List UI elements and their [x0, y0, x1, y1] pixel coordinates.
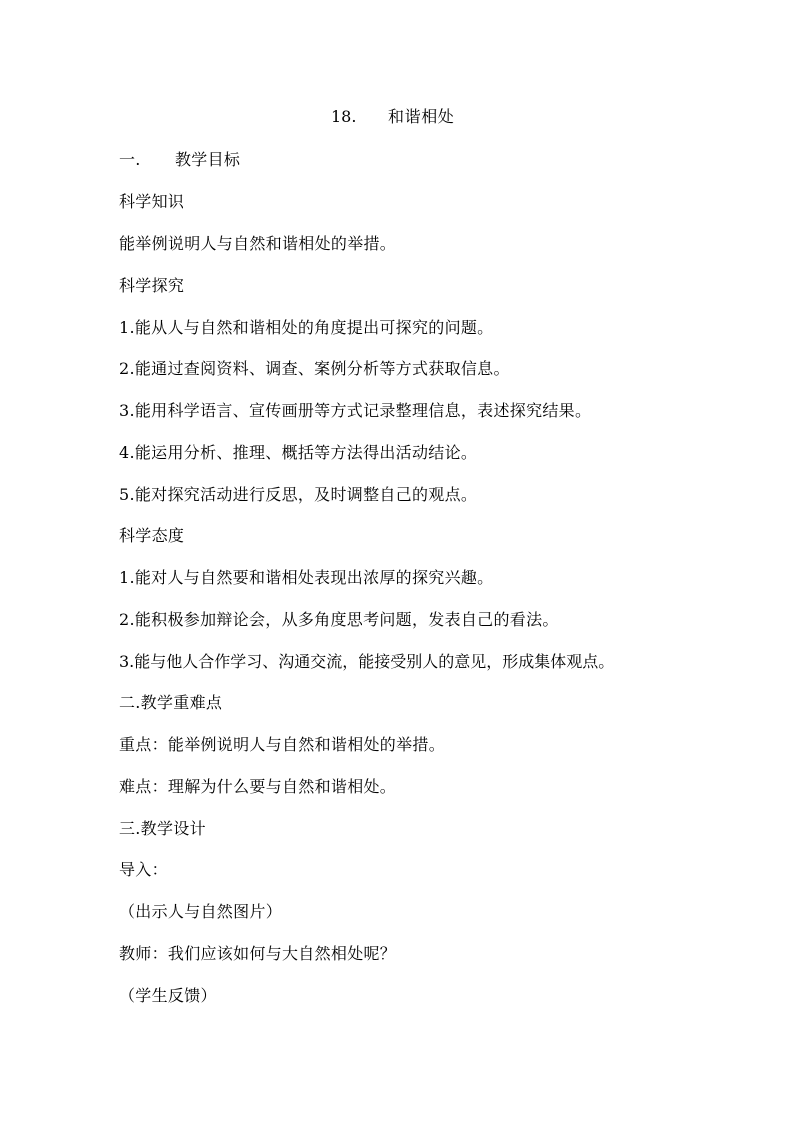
subheading-inquiry: 科学探究 [119, 276, 185, 295]
design-line-3: （学生反馈） [119, 986, 217, 1005]
inquiry-item-5: 5.能对探究活动进行反思，及时调整自己的观点。 [119, 485, 478, 504]
difficulty-point: 难点：理解为什么要与自然和谐相处。 [119, 777, 397, 796]
attitude-item-3: 3.能与他人合作学习、沟通交流，能接受别人的意见，形成集体观点。 [119, 652, 615, 671]
attitude-item-2: 2.能积极参加辩论会，从多角度思考问题，发表自己的看法。 [119, 610, 559, 629]
inquiry-item-1: 1.能从人与自然和谐相处的角度提出可探究的问题。 [119, 318, 494, 337]
section-heading-design: 三.教学设计 [119, 819, 206, 838]
lesson-title-text: 和谐相处 [388, 107, 455, 126]
lesson-number: 18. [331, 107, 357, 126]
section-heading-text: 教学目标 [175, 150, 241, 169]
inquiry-item-3: 3.能用科学语言、宣传画册等方式记录整理信息，表述探究结果。 [119, 401, 592, 420]
knowledge-item: 能举例说明人与自然和谐相处的举措。 [119, 234, 397, 253]
section-heading-key-points: 二.教学重难点 [119, 693, 223, 712]
key-point: 重点：能举例说明人与自然和谐相处的举措。 [119, 735, 446, 754]
inquiry-item-4: 4.能运用分析、推理、概括等方法得出活动结论。 [119, 443, 478, 462]
design-line-1: （出示人与自然图片） [119, 902, 283, 921]
section-number: 一. [119, 150, 141, 169]
design-line-2: 教师：我们应该如何与大自然相处呢？ [119, 944, 397, 963]
intro-label: 导入： [119, 860, 168, 879]
subheading-attitude: 科学态度 [119, 526, 185, 545]
subheading-knowledge: 科学知识 [119, 192, 185, 211]
inquiry-item-2: 2.能通过查阅资料、调查、案例分析等方式获取信息。 [119, 359, 510, 378]
section-heading-objectives [119, 150, 240, 170]
attitude-item-1: 1.能对人与自然要和谐相处表现出浓厚的探究兴趣。 [119, 568, 494, 587]
